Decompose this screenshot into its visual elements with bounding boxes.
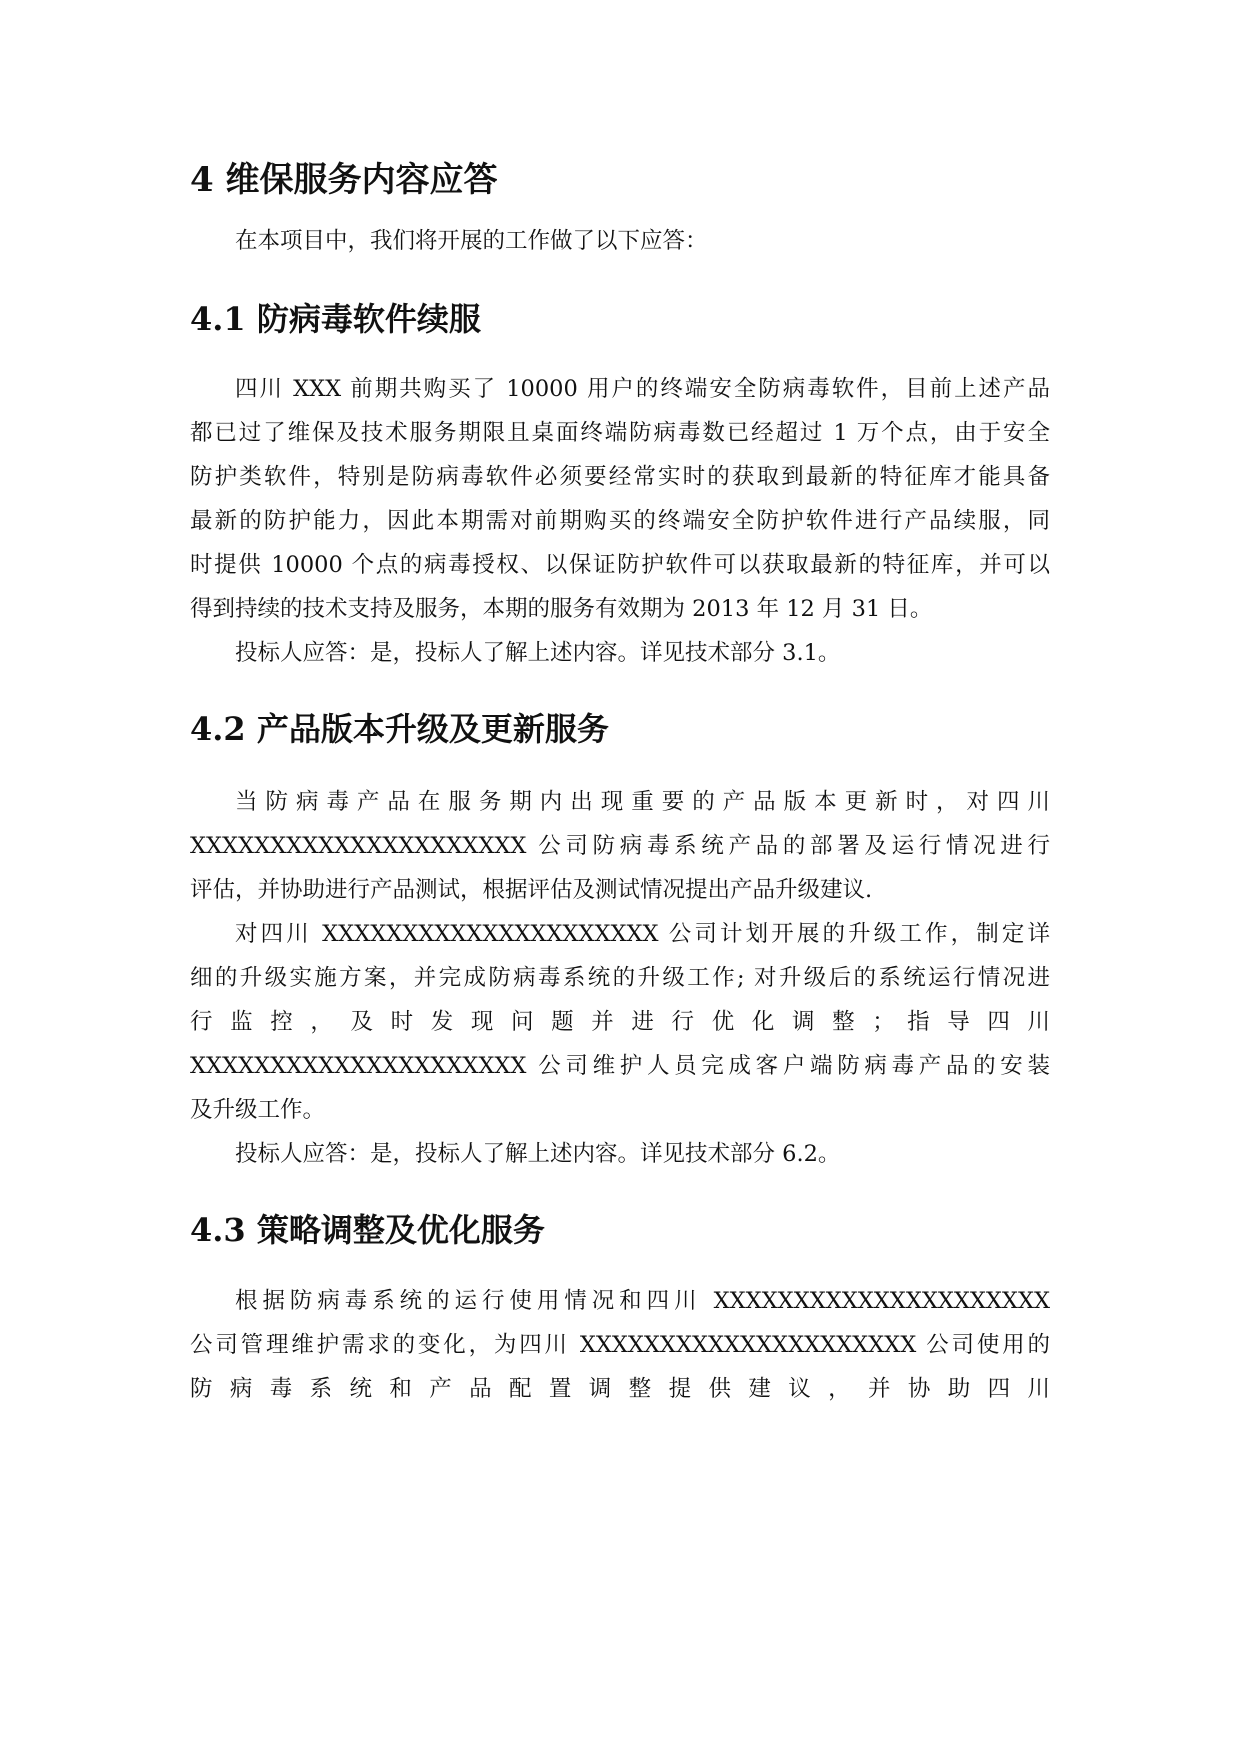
paragraph-line: 防护类软件，特别是防病毒软件必须要经常实时的获取到最新的特征库才能具备 xyxy=(190,464,1050,490)
paragraph-line: 防 病 毒 系 统 和 产 品 配 置 调 整 提 供 建 议 ， 并 协 助 四 川 xyxy=(190,1376,1050,1402)
paragraph-line: 评估，并协助进行产品测试，根据评估及测试情况提出产品升级建议. xyxy=(190,877,873,903)
paragraph-line: XXXXXXXXXXXXXXXXXXXXX 公司防病毒系统产品的部署及运行情况进行 xyxy=(190,833,1050,859)
paragraph-line: 四川 XXX 前期共购买了 10000 用户的终端安全防病毒软件，目前上述产品 xyxy=(235,376,1050,402)
paragraph-line: 都已过了维保及技术服务期限且桌面终端防病毒数已经超过 1 万个点，由于安全 xyxy=(190,420,1050,446)
paragraph-line: 当防病毒产品在服务期内出现重要的产品版本更新时，对四川 xyxy=(235,789,1050,815)
paragraph-line: 细的升级实施方案，并完成防病毒系统的升级工作; 对升级后的系统运行情况进 xyxy=(190,965,1050,991)
paragraph-line: 得到持续的技术支持及服务，本期的服务有效期为 2013 年 12 月 31 日。 xyxy=(190,596,933,622)
paragraph-line: XXXXXXXXXXXXXXXXXXXXX 公司维护人员完成客户端防病毒产品的安装 xyxy=(190,1053,1050,1079)
answer-line: 投标人应答：是，投标人了解上述内容。详见技术部分 6.2。 xyxy=(235,1141,841,1167)
section-heading-4-1: 4.1 防病毒软件续服 xyxy=(190,300,481,338)
answer-line: 投标人应答：是，投标人了解上述内容。详见技术部分 3.1。 xyxy=(235,640,841,666)
paragraph-line: 及升级工作。 xyxy=(190,1097,326,1123)
paragraph-line: 时提供 10000 个点的病毒授权、以保证防护软件可以获取最新的特征库，并可以 xyxy=(190,552,1050,578)
section-heading-4-3: 4.3 策略调整及优化服务 xyxy=(190,1211,545,1249)
paragraph-line: 公司管理维护需求的变化，为四川 XXXXXXXXXXXXXXXXXXXXX 公司使用的 xyxy=(190,1332,1050,1358)
intro-paragraph: 在本项目中，我们将开展的工作做了以下应答： xyxy=(235,228,708,254)
paragraph-line: 行 监 控 ， 及 时 发 现 问 题 并 进 行 优 化 调 整 ； 指 导 四 川 xyxy=(190,1009,1050,1035)
paragraph-line: 最新的防护能力，因此本期需对前期购买的终端安全防护软件进行产品续服，同 xyxy=(190,508,1050,534)
paragraph-line: 根据防病毒系统的运行使用情况和四川 XXXXXXXXXXXXXXXXXXXXX xyxy=(235,1288,1050,1314)
section-heading-4-2: 4.2 产品版本升级及更新服务 xyxy=(190,710,609,748)
paragraph-line: 对四川 XXXXXXXXXXXXXXXXXXXXX 公司计划开展的升级工作，制定详 xyxy=(235,921,1050,947)
section-heading-4: 4 维保服务内容应答 xyxy=(190,160,498,200)
